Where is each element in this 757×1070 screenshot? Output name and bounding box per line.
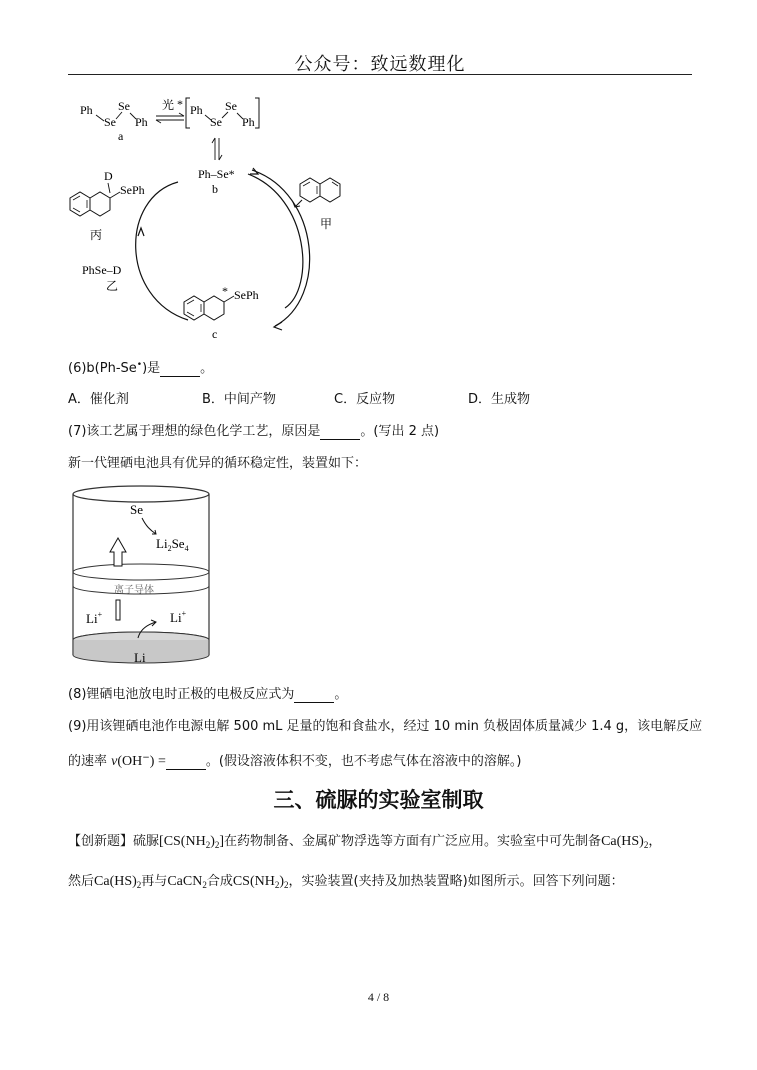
intro-line2: 然后$Ca(HS)_2$再与CaCN$_2$合成$CS(NH_2)_2$，实验装置(夹持及加热装置略)如图所示。回答下列问题： — [68, 874, 624, 890]
li2se4-label: $Li_2Se_4$ — [156, 536, 189, 553]
ion-conductor-label: 离子导体 — [114, 585, 154, 596]
page-header: 公众号：致远数理化 — [294, 54, 466, 75]
question-7: (7)该工艺属于理想的绿色化学工艺，原因是 。(写出 2 点) — [68, 424, 440, 439]
bing-seph: SePh — [120, 183, 145, 197]
se-label: Se — [130, 502, 143, 517]
bing-d: D — [104, 169, 113, 183]
c-label: c — [212, 327, 218, 341]
q7-answer-blank[interactable] — [320, 424, 360, 440]
q6-option-d[interactable]: D．生成物 — [468, 392, 531, 407]
header-divider — [68, 74, 692, 75]
reaction-cycle-diagram — [60, 88, 380, 346]
a-ph2: Ph — [135, 115, 148, 129]
battery-intro: 新一代锂硒电池具有优异的循环稳定性，装置如下： — [68, 456, 368, 471]
q9-answer-blank[interactable] — [166, 754, 206, 770]
intro-line1: 【创新题】硫脲$[CS(NH_2)_2]$在药物制备、金属矿物浮选等方面有广泛应用。实验室中可先制备$Ca(HS)_2$， — [68, 834, 662, 850]
page-number: 4 / 8 — [367, 990, 390, 1004]
li-se-battery-diagram — [66, 480, 216, 668]
a-ph1: Ph — [80, 103, 93, 117]
q6-option-a[interactable]: A．催化剂 — [68, 392, 129, 407]
a-label: a — [118, 129, 124, 143]
bing-label: 丙 — [90, 228, 103, 242]
dimer-se1: Se — [210, 115, 222, 129]
question-9-line1: (9)用该锂硒电池作电源电解 500 mL 足量的饱和食盐水，经过 10 min 负极固体质量减少 1.4 g，该电解反应 — [68, 719, 703, 734]
li-ion-right: Li+ — [170, 609, 187, 625]
question-8: (8)锂硒电池放电时正极的电极反应式为 。 — [68, 687, 348, 702]
q6-answer-blank[interactable] — [160, 361, 200, 377]
c-star: * — [222, 284, 228, 298]
yi-label: 乙 — [106, 279, 119, 293]
yi-formula: PhSe–D — [82, 263, 122, 277]
dimer-ph2: Ph — [242, 115, 255, 129]
b-formula: Ph–Se* — [198, 167, 235, 181]
b-label: b — [212, 182, 218, 196]
jia-label: 甲 — [320, 217, 333, 231]
li-ion-left: Li+ — [86, 610, 103, 626]
question-9-line2: 的速率 v(OH−) = 。(假设溶液体积不变，也不考虑气体在溶液中的溶解。) — [68, 753, 522, 769]
q6-option-c[interactable]: C．反应物 — [334, 392, 396, 407]
question-6: (6)b(Ph-Se•)是 。 — [68, 360, 214, 376]
dimer-star: * — [177, 97, 183, 111]
q8-answer-blank[interactable] — [294, 687, 334, 703]
q6-option-b[interactable]: B．中间产物 — [202, 392, 276, 407]
dimer-se2: Se — [225, 99, 237, 113]
c-seph: SePh — [234, 288, 259, 302]
dimer-ph1: Ph — [190, 103, 203, 117]
section-title: 三、硫脲的实验室制取 — [273, 788, 484, 812]
a-se2: Se — [118, 99, 130, 113]
a-se1: Se — [104, 115, 116, 129]
light-label: 光 — [162, 98, 175, 112]
li-electrode-label: Li — [134, 650, 146, 665]
